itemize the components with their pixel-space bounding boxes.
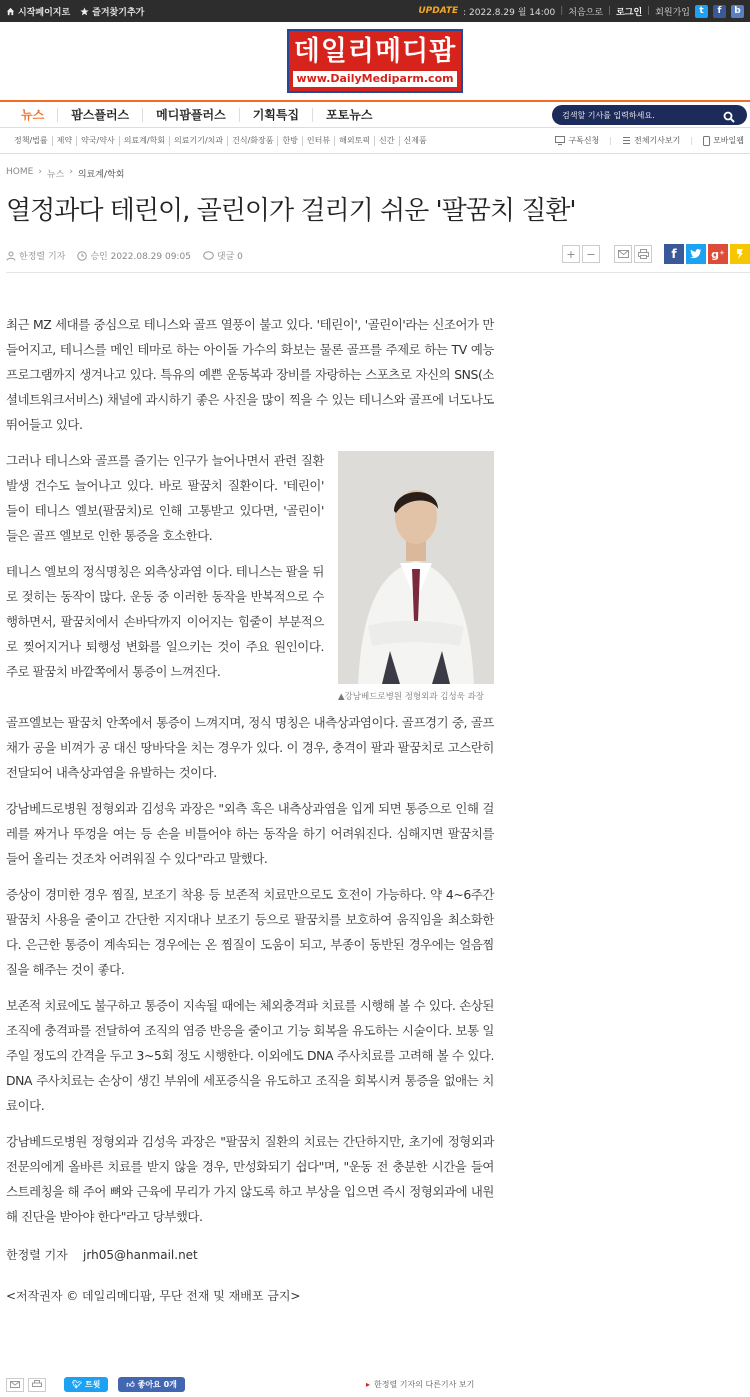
all-articles-link[interactable]: 전체기사보기 [622, 135, 680, 146]
comment-icon [203, 251, 214, 261]
divider [6, 272, 750, 273]
subnav-item-books[interactable]: 신간 [375, 136, 399, 146]
print-button[interactable] [28, 1378, 46, 1392]
author-info: 한정렬 기자 [6, 249, 65, 262]
logo-korean: 데일리메디팜 [293, 36, 457, 67]
font-decrease-button[interactable]: − [582, 245, 600, 263]
home-link[interactable]: 시작페이지로 [6, 5, 70, 18]
search-box[interactable] [552, 105, 747, 125]
nav-item-photonews[interactable]: 포토뉴스 [326, 107, 373, 122]
nav-item-features[interactable]: 기획특집 [240, 108, 313, 122]
nav-item-medipharmplus[interactable]: 메디팜플러스 [143, 108, 240, 122]
more-articles-link[interactable]: ▸ 한정렬 기자의 다른기사 보기 [366, 1379, 474, 1390]
update-time: : 2022.8.29 월 14:00 [463, 7, 556, 18]
doctor-photo[interactable] [338, 451, 494, 684]
photo-caption: ▲강남베드로병원 정형외과 김성욱 과장 [338, 692, 485, 702]
subnav-item-pharmacy[interactable]: 약국/약사 [77, 136, 120, 146]
print-icon [638, 249, 649, 259]
subnav-item-medical[interactable]: 의료계/학회 [120, 136, 170, 146]
join-link[interactable]: 회원가입 [655, 7, 690, 18]
email-button[interactable] [6, 1378, 24, 1392]
article-body [6, 312, 494, 1309]
bird-icon [690, 249, 702, 259]
article-title: 열정과다 테린이, 골린이가 걸리기 쉬운 '팔꿈치 질환' [6, 196, 576, 226]
subnav-item-policy[interactable]: 정책/법률 [10, 136, 53, 146]
blog-icon[interactable]: b [731, 5, 744, 18]
article-paragraph: 증상이 경미한 경우 찜질, 보조기 착용 등 보존적 치료만으로도 호전이 가능하다. 약 4~6주간 팔꿈치 사용을 줄이고 간단한 지지대나 보조기 등으로 팔꿈치를 보호하여 움직임을 최소화한다. 은근한 통증이 계속되는 경우에는 온 찜질이 도움이 되고, 부종이 동반된 경우에는 얼음찜질을 해주는 것이 좋다. [6, 887, 494, 977]
subnav-item-devices[interactable]: 의료기기/치과 [170, 136, 228, 146]
copyright-notice: <저작권자 © 데일리메디팜, 무단 전재 및 재배포 금지> [6, 1289, 301, 1303]
bottom-toolbar [6, 1377, 750, 1392]
divider: | [608, 6, 612, 16]
mail-icon [10, 1381, 20, 1388]
update-label: UPDATE [418, 6, 459, 16]
kakaostory-icon [736, 248, 744, 260]
chevron-right-icon: › [38, 167, 42, 177]
comment-count[interactable]: 댓글 0 [203, 249, 243, 262]
subnav-item-pharma[interactable]: 제약 [53, 136, 77, 146]
nav-item-pharmsplus[interactable]: 팜스플러스 [58, 108, 143, 122]
monitor-icon [555, 136, 565, 145]
subnav-item-new-products[interactable]: 신제품 [403, 135, 427, 145]
article-paragraph: 최근 MZ 세대를 중심으로 테니스와 골프 열풍이 불고 있다. '테린이', '골린이'라는 신조어가 만들어지고, 테니스를 메인 테마로 하는 아이돌 가수의 화보는 물론 골프를 주제로 하는 TV 예능 프로그램까지 생겨나고 있다. 특유의 예쁜 운동복과 장비를 자랑하는 스포츠로 자신의 SNS(소셜네트워크서비스) 채널에 과시하기 좋은 사진을 많이 찍을 수 있는 테니스와 골프에 너도나도 뛰어들고 있다. [6, 317, 494, 432]
site-logo[interactable] [287, 29, 463, 93]
print-icon [32, 1380, 42, 1389]
divider: | [690, 136, 694, 145]
divider: | [609, 136, 612, 145]
search-button[interactable] [723, 108, 737, 122]
top-bar [0, 0, 750, 22]
article-figure [338, 451, 494, 704]
facebook-like-button[interactable]: 👍︎ 좋아요 0개 [118, 1377, 184, 1392]
login-link[interactable]: 로그인 [616, 7, 643, 18]
font-increase-button[interactable]: + [562, 245, 580, 263]
thumbs-up-icon: 👍︎ [126, 1380, 135, 1389]
first-page-link[interactable]: 처음으로 [568, 7, 604, 18]
article-paragraph: 그러나 테니스와 골프를 즐기는 인구가 늘어나면서 관련 질환 발생 건수도 늘어나고 있다. 바로 팔꿈치 질환이다. '테린이' 들이 테니스 엘보(팔꿈치)로 인해 고통받고 있다면, '골린이' 들은 골프 엘보로 인한 통증을 호소한다. [6, 453, 324, 543]
twitter-share-icon[interactable] [686, 244, 706, 264]
subnav-item-oriental[interactable]: 한방 [278, 136, 302, 146]
mobile-web-link[interactable]: 모바일웹 [703, 135, 744, 146]
facebook-icon[interactable]: f [713, 5, 726, 18]
reporter-name: 한정렬 기자 [6, 1248, 68, 1262]
logo-english: www.DailyMediparm.com [293, 71, 457, 87]
sub-nav [0, 128, 750, 154]
email-button[interactable] [614, 245, 632, 263]
article-paragraph: 강남베드로병원 정형외과 김성욱 과장은 "팔꿈치 질환의 치료는 간단하지만, 초기에 정형외과 전문의에게 올바른 치료를 받지 않을 경우, 만성화되기 쉽다"며, "운동 전 충분한 시간을 들여 스트레칭을 해 주어 뼈와 근육에 무리가 가지 않도록 하고 부상을 입으면 즉시 정형외과에 내원해 진단을 받아야 한다"라고 당부했다. [6, 1134, 494, 1224]
breadcrumb-category[interactable]: 의료계/학회 [77, 170, 125, 180]
chevron-right-icon: › [69, 167, 73, 177]
reporter-email[interactable]: jrh05@hanmail.net [83, 1248, 198, 1262]
article-tools [562, 244, 750, 264]
article-paragraph: 테니스 엘보의 정식명칭은 외측상과염 이다. 테니스는 팔을 뒤로 젖히는 동작이 많다. 운동 중 이러한 동작을 반복적으로 수행하면서, 팔꿈치에서 손바닥까지 이어지는 힘줄이 부분적으로 찢어지거나 퇴행성 변화를 일으키는 것이 주요 원인이다. 주로 팔꿈치 바깥쪽에서 통증이 느껴진다. [6, 564, 324, 679]
search-input[interactable]: 검색할 기사를 입력하세요. [562, 110, 655, 120]
clock-icon [77, 251, 87, 261]
list-icon [622, 136, 631, 145]
star-icon [80, 7, 89, 16]
breadcrumb-news[interactable]: 뉴스 [46, 170, 65, 180]
reporter-line [6, 1243, 494, 1268]
nav-item-news[interactable]: 뉴스 [8, 108, 58, 122]
twitter-icon[interactable]: t [695, 5, 708, 18]
person-icon [6, 251, 16, 261]
google-plus-share-icon[interactable]: g⁺ [708, 244, 728, 264]
twitter-icon: 🐦︎ [72, 1380, 83, 1389]
divider: | [560, 6, 564, 16]
logo-area [0, 22, 750, 100]
article-meta [6, 249, 243, 262]
doctor-illustration [338, 451, 494, 684]
tweet-button[interactable]: 🐦︎ 트윗 [64, 1377, 108, 1392]
mail-icon [618, 250, 629, 258]
article-paragraph: 골프엘보는 팔꿈치 안쪽에서 통증이 느껴지며, 정식 명칭은 내측상과염이다. 골프경기 중, 골프채가 공을 비껴가 공 대신 땅바닥을 치는 경우가 있다. 이 경우, 충격이 팔과 팔꿈치로 고스란히 전달되어 내측상과염을 유발하는 것이다. [6, 715, 494, 780]
article-paragraph: 보존적 치료에도 불구하고 통증이 지속될 때에는 체외충격파 치료를 시행해 볼 수 있다. 손상된 조직에 충격파를 전달하여 조직의 염증 반응을 줄이고 기능 회복을 유도하는 시술이다. 보통 일주일 정도의 간격을 두고 3~5회 정도 시행한다. 이외에도 DNA 주사치료를 고려해 볼 수 있다. DNA 주사치료는 손상이 생긴 부위에 세포증식을 유도하고 조직을 회복시켜 통증을 없애는 치료이다. [6, 998, 494, 1113]
breadcrumb [6, 167, 124, 180]
mobile-icon [703, 136, 710, 146]
bookmark-link[interactable]: 즐겨찾기추가 [80, 5, 144, 18]
subscribe-link[interactable]: 구독신청 [555, 135, 599, 146]
home-icon [6, 7, 15, 16]
subnav-item-interview[interactable]: 인터뷰 [303, 136, 335, 146]
facebook-share-icon[interactable]: f [664, 244, 684, 264]
approved-time: 승인 2022.08.29 09:05 [77, 249, 191, 262]
breadcrumb-home[interactable]: HOME [6, 167, 34, 177]
divider: | [647, 6, 651, 16]
search-icon [723, 111, 735, 123]
subnav-item-health-food[interactable]: 건식/화장품 [228, 136, 278, 146]
kakao-share-icon[interactable] [730, 244, 750, 264]
main-nav [0, 100, 750, 128]
subnav-item-overseas[interactable]: 해외토픽 [335, 136, 375, 146]
print-button[interactable] [634, 245, 652, 263]
article-paragraph: 강남베드로병원 정형외과 김성욱 과장은 "외측 혹은 내측상과염을 입게 되면 통증으로 인해 걸레를 짜거나 뚜껑을 여는 등 손을 비틀어야 하는 동작을 하기 어려워진다. 심해지면 팔꿈치를 들어 올리는 것조차 어려워질 수 있다"라고 말했다. [6, 801, 494, 866]
